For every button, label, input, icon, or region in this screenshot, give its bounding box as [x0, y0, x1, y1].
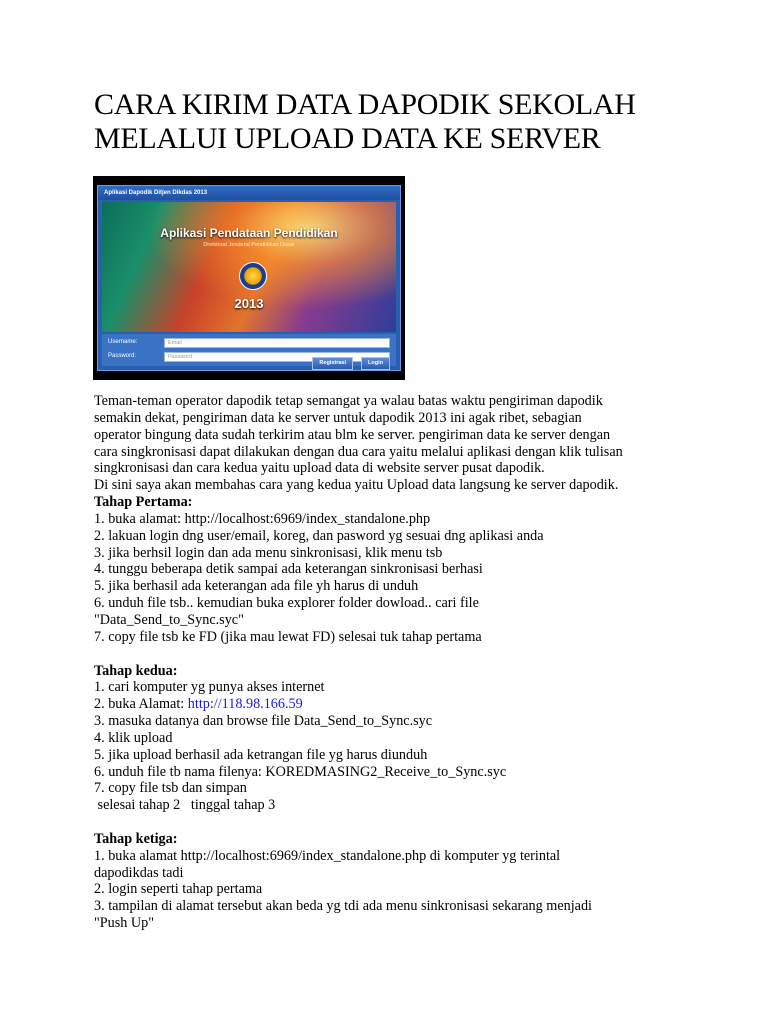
step2-item: 7. copy file tsb dan simpan: [94, 780, 247, 797]
app-window-title: Aplikasi Dapodik Ditjen Dikdas 2013: [98, 186, 400, 200]
step1-item: 6. unduh file tsb.. kemudian buka explorer folder dowload.. cari file: [94, 595, 479, 612]
step1-item: 7. copy file tsb ke FD (jika mau lewat FD) selesai tuk tahap pertama: [94, 628, 482, 645]
login-form: [102, 334, 396, 366]
step3-item: dapodikdas tadi: [94, 864, 184, 881]
step2-item-text: 2. buka Alamat:: [94, 696, 188, 713]
form-buttons: [308, 351, 390, 366]
tut-wuri-emblem-icon: [239, 262, 267, 290]
step1-item: 3. jika berhsil login dan ada menu sinkronisasi, klik menu tsb: [94, 544, 443, 561]
step2-item: 3. masuka datanya dan browse file Data_Send_to_Sync.syc: [94, 713, 433, 730]
app-screenshot: [93, 176, 405, 380]
step1-item: 4. tunggu beberapa detik sampai ada keterangan sinkronisasi berhasi: [94, 561, 483, 578]
step2-item: 5. jika upload berhasil ada ketrangan file yg harus diunduh: [94, 746, 428, 763]
banner-subtitle: Direktorat Jenderal Pendidikan Dasar: [203, 242, 295, 248]
banner-year: 2013: [234, 296, 264, 311]
step1-item: 1. buka alamat: http://localhost:6969/index_standalone.php: [94, 510, 431, 527]
intro-line: Teman-teman operator dapodik tetap semangat ya walau batas waktu pengiriman dapodik: [94, 393, 603, 409]
username-label: Username:: [108, 339, 138, 345]
article-body: [94, 393, 734, 932]
page-title: CARA KIRIM DATA DAPODIK SEKOLAH MELALUI UPLOAD DATA KE SERVER: [94, 88, 636, 155]
step2-heading: Tahap kedua:: [94, 662, 178, 679]
step1-item: 5. jika berhasil ada keterangan ada file yh harus di unduh: [94, 578, 419, 595]
step3-item: 2. login seperti tahap pertama: [94, 881, 263, 898]
step2-item: [94, 696, 734, 713]
login-button: Login: [361, 357, 390, 370]
intro-line: operator bingung data sudah terkirim atau blm ke server. pengiriman data ke server dengan: [94, 426, 611, 443]
app-window: [97, 185, 401, 371]
step2-item: 4. klik upload: [94, 729, 173, 746]
register-button: Registrasi: [312, 357, 353, 370]
step1-item: 2. lakuan login dng user/email, koreg, dan pasword yg sesuai dng aplikasi anda: [94, 527, 544, 544]
step2-item: 6. unduh file tb nama filenya: KOREDMASING2_Receive_to_Sync.syc: [94, 763, 507, 780]
step1-heading: Tahap Pertama:: [94, 494, 193, 511]
intro-line: Di sini saya akan membahas cara yang kedua yaitu Upload data langsung ke server dapodik.: [94, 477, 619, 494]
intro-line: cara singkronisasi dapat dilakukan dengan dua cara yaitu melalui aplikasi dengan klik tulisan: [94, 443, 623, 460]
password-label: Password:: [108, 353, 137, 359]
step3-heading: Tahap ketiga:: [94, 830, 178, 847]
intro-line: singkronisasi dan cara kedua yaitu upload data di website server pusat dapodik.: [94, 460, 545, 477]
app-banner: [102, 202, 396, 332]
step3-item: 3. tampilan di alamat tersebut akan beda yg tdi ada menu sinkronisasi sekarang menjadi: [94, 898, 592, 915]
step3-item: "Push Up": [94, 915, 155, 932]
intro-line: semakin dekat, pengiriman data ke server untuk dapodik 2013 ini agak ribet, sebagian: [94, 409, 582, 426]
server-link[interactable]: http://118.98.166.59: [187, 696, 303, 713]
step2-item: 1. cari komputer yg punya akses internet: [94, 679, 325, 696]
username-input: Email: [164, 338, 390, 348]
step2-item: selesai tahap 2 tinggal tahap 3: [94, 797, 276, 814]
username-row: [106, 338, 390, 350]
step3-item: 1. buka alamat http://localhost:6969/index_standalone.php di komputer yg terintal: [94, 847, 561, 864]
password-input: Password: [164, 352, 390, 362]
banner-title: Aplikasi Pendataan Pendidikan: [160, 226, 338, 240]
step1-item: "Data_Send_to_Sync.syc": [94, 611, 244, 628]
